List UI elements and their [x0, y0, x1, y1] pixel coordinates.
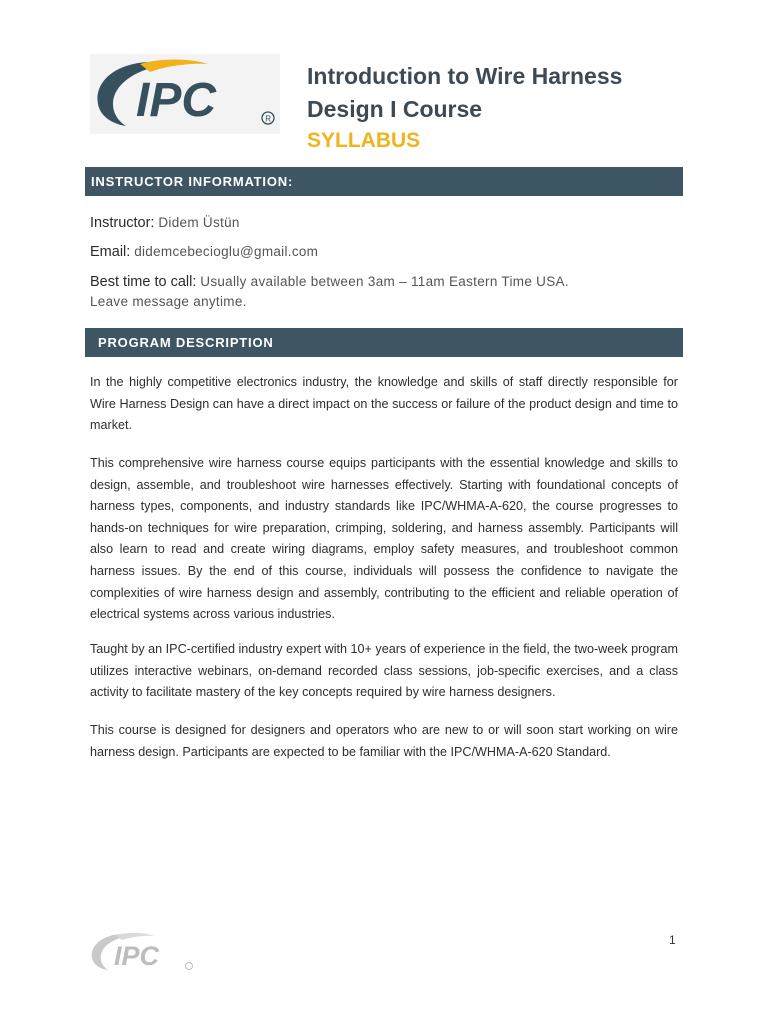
instructor-value: Didem Üstün [158, 215, 240, 230]
program-paragraph-2: This comprehensive wire harness course equips participants with the essential knowledge and skills to design, assemble, and troubleshoot wire harnesses effectively. Starting with foundational concepts of harness types, components, and industry standards like IPC/WHMA-A-620, the course progresses to hands-on techniques for wire preparation, crimping, soldering, and harness assembly. Participants will also learn to read and create wiring diagrams, employ safety measures, and troubleshoot common harness issues. By the end of this course, individuals will possess the confidence to navigate the complexities of wire harness design and assembly, contributing to the efficient and reliable operation of electrical systems across various industries. [90, 456, 678, 622]
call-time-value-2: Leave message anytime. [90, 294, 247, 309]
syllabus-subtitle: SYLLABUS [307, 129, 421, 152]
page-number: 1 [669, 933, 676, 947]
course-title-line-2: Design I Course [307, 96, 483, 122]
svg-text:R: R [265, 114, 271, 124]
call-time-line [90, 271, 569, 292]
ipc-logo-text: IPC [136, 74, 217, 127]
ipc-footer-logo [88, 930, 196, 974]
call-time-line-2 [90, 291, 247, 312]
program-paragraph-3: Taught by an IPC-certified industry expert with 10+ years of experience in the field, the two-week program utilizes interactive webinars, on-demand recorded class sessions, job-specific exercises, and a class activity to facilitate mastery of the key concepts required by wire harness designers. [90, 642, 678, 700]
program-section-heading: PROGRAM DESCRIPTION [85, 328, 683, 357]
call-time-value: Usually available between 3am – 11am Eastern Time USA. [200, 274, 569, 289]
instructor-label: Instructor: [90, 215, 155, 231]
ipc-footer-logo-text: IPC [114, 941, 160, 971]
email-value: didemcebecioglu@gmail.com [134, 244, 319, 259]
call-time-label: Best time to call: [90, 274, 197, 290]
instructor-line [90, 212, 240, 233]
program-paragraph-4: This course is designed for designers and operators who are new to or will soon start working on wire harness design. Participants are expected to be familiar with the IPC/WHMA-A-620 Standard. [90, 723, 678, 759]
program-paragraph-1: In the highly competitive electronics industry, the knowledge and skills of staff directly responsible for Wire Harness Design can have a direct impact on the success or failure of the product design and time to market. [90, 375, 678, 433]
email-line [90, 241, 318, 262]
ipc-logo [90, 54, 280, 134]
instructor-section-heading: INSTRUCTOR INFORMATION: [85, 167, 683, 196]
email-label: Email: [90, 244, 131, 260]
title-block [307, 60, 707, 156]
course-title-line-1: Introduction to Wire Harness [307, 63, 623, 89]
